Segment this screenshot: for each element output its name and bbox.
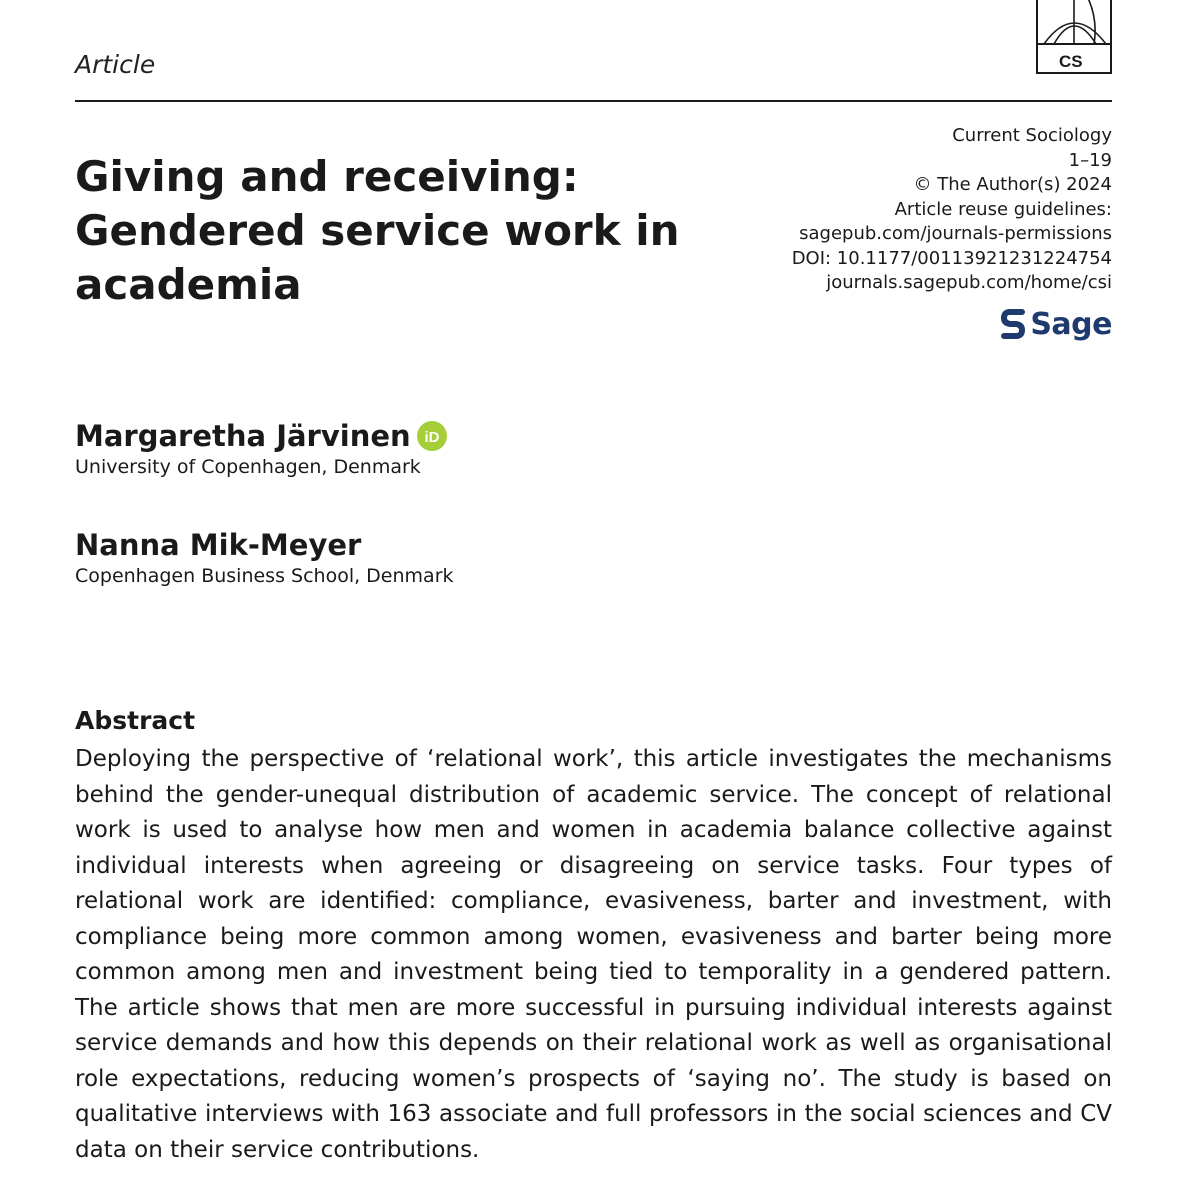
author-2	[75, 527, 454, 589]
sage-logo	[1000, 306, 1112, 342]
sage-wordmark: Sage	[1030, 306, 1112, 342]
author-affiliation: Copenhagen Business School, Denmark	[75, 565, 454, 587]
author-affiliation: University of Copenhagen, Denmark	[75, 456, 421, 478]
reuse-link[interactable]: sagepub.com/journals-permissions	[799, 223, 1112, 244]
journal-logo-text: CS	[1059, 52, 1083, 71]
abstract-body: Deploying the perspective of ‘relational work’, this article investigates the mechanisms behind the gender-unequal distribution of academic service. The concept of relational work is used to analyse how men and women in academia balance collective against individual interests when agreeing or disagreeing on service tasks. Four types of relational work are identified: compliance, evasiveness, barter and investment, with compliance being more common among women, evasiveness and barter being more common among men and investment being tied to temporality in a gendered pattern. The article shows that men are more successful in pursuing individual interests against service demands and how this depends on their relational work as well as organisational role expectations, reducing women’s prospects of ‘saying no’. The study is based on qualitative interviews with 163 associate and full professors in the social sciences and CV data on their service contributions.	[75, 746, 1112, 1163]
author-name-row	[75, 418, 447, 454]
author-name: Margaretha Järvinen	[75, 419, 411, 453]
orcid-icon-text: iD	[424, 429, 440, 446]
publication-meta	[792, 124, 1112, 296]
doi-link[interactable]: DOI: 10.1177/00113921231224754	[791, 247, 1112, 269]
author-name-row	[75, 527, 454, 563]
copyright: © The Author(s) 2024	[913, 174, 1112, 195]
orcid-icon[interactable]	[417, 421, 447, 451]
article-title: Giving and receiving: Gendered service work in academia	[75, 152, 680, 309]
sage-s-icon	[1000, 307, 1026, 341]
reuse-label: Article reuse guidelines:	[894, 198, 1112, 220]
abstract-heading: Abstract	[75, 706, 196, 735]
header-rule	[75, 100, 1112, 102]
author-1	[75, 418, 447, 480]
page-range: 1–19	[1068, 149, 1112, 171]
journal-link[interactable]: journals.sagepub.com/home/csi	[826, 272, 1112, 293]
journal-name: Current Sociology	[952, 125, 1112, 146]
article-type-label: Article	[75, 50, 156, 79]
journal-logo	[1036, 0, 1112, 74]
author-name: Nanna Mik-Meyer	[75, 528, 362, 562]
